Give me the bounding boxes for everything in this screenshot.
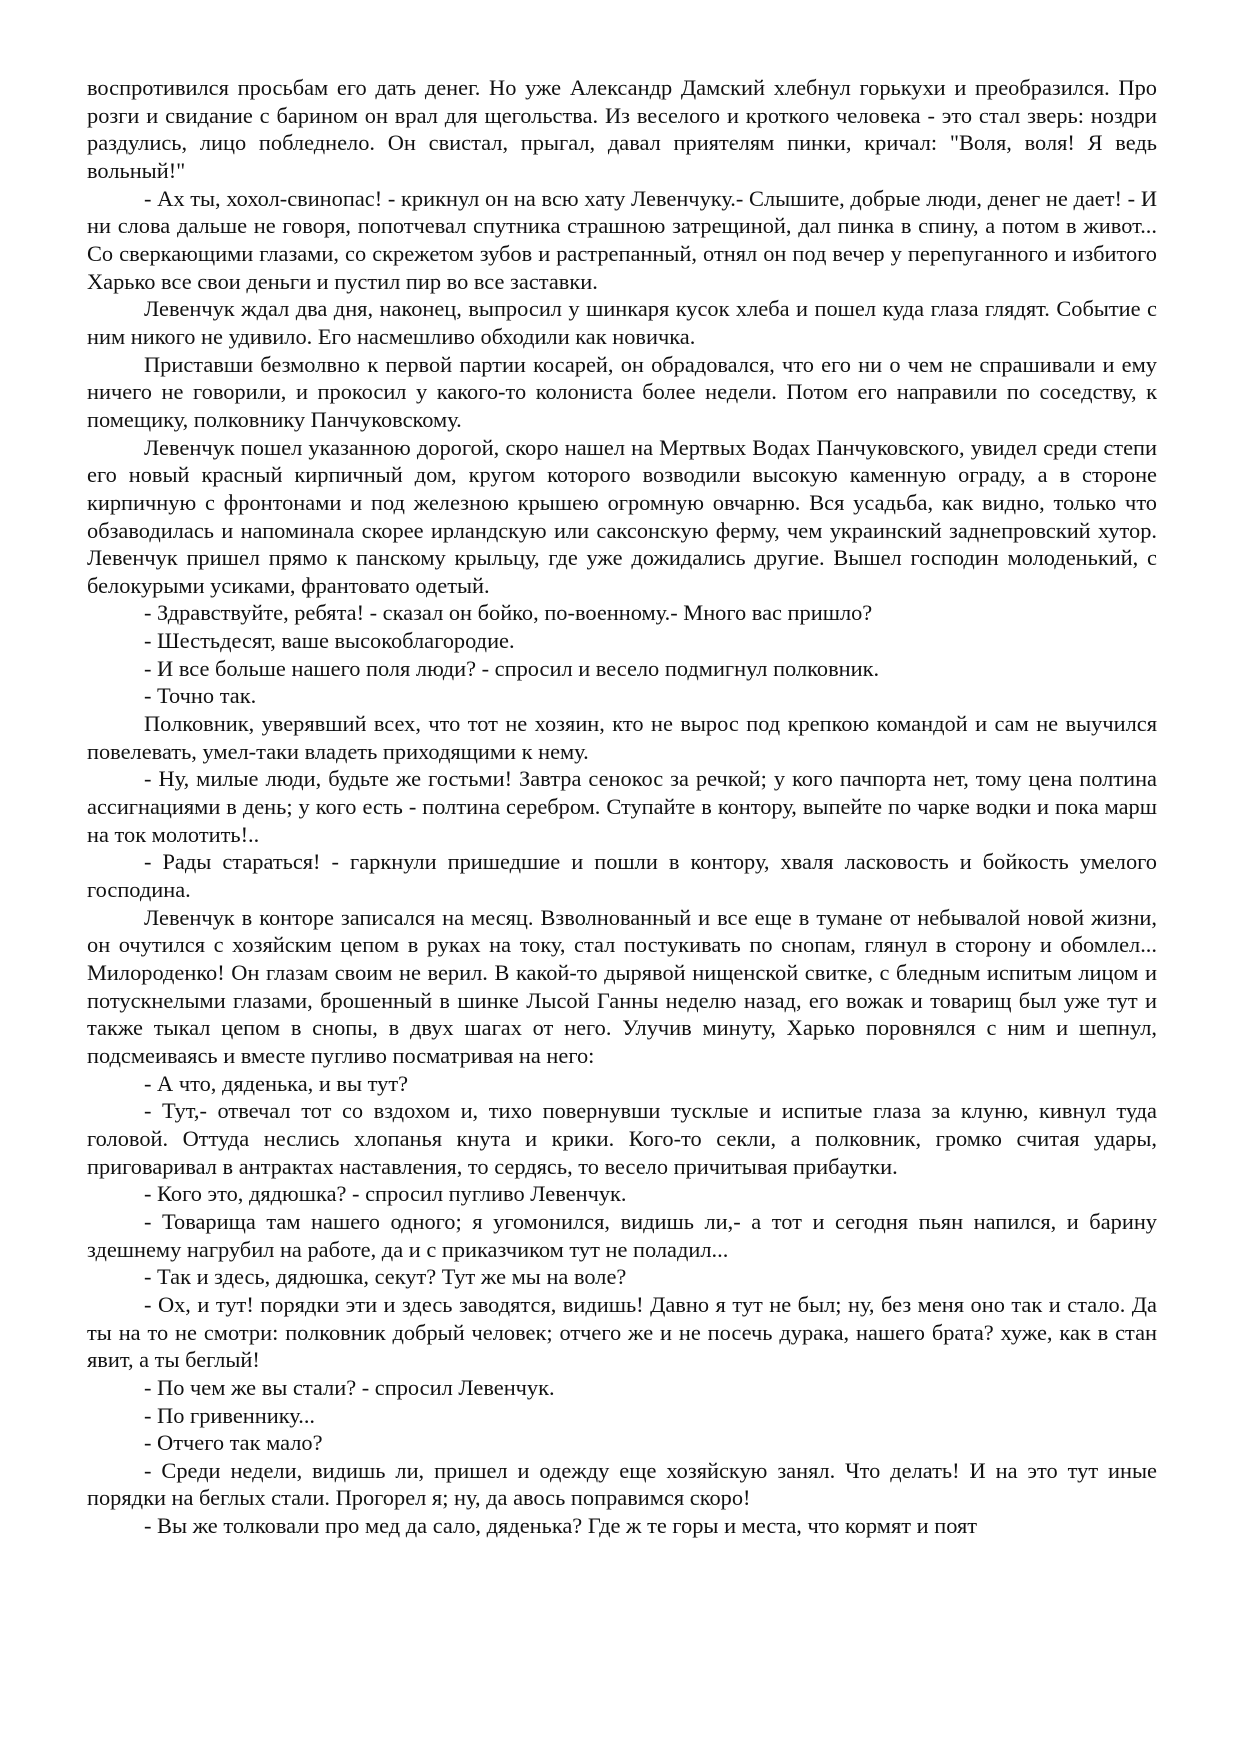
paragraph-23: - Среди недели, видишь ли, пришел и одежду еще хозяйскую занял. Что делать! И на это тут иные порядки на беглых стали. Прогорел я; ну, да авось поправимся скоро! — [87, 1457, 1157, 1511]
paragraph-12: - Рады стараться! - гаркнули пришедшие и пошли в контору, хваля ласковость и бойкость умелого господина. — [87, 849, 1157, 903]
paragraph-16: - Кого это, дядюшка? - спросил пугливо Левенчук. — [144, 1181, 627, 1207]
paragraph-20: - По чем же вы стали? - спросил Левенчук. — [144, 1374, 555, 1400]
paragraph-9: - Точно так. — [144, 683, 257, 709]
paragraph-21: - По гривеннику... — [144, 1402, 316, 1428]
paragraph-15: - Тут,- отвечал тот со вздохом и, тихо повернувши тусклые и испитые глаза за клуню, кивнул туда головой. Оттуда неслись хлопанья кнута и крики. Кого-то секли, а полковник, громко считая удары, приговаривал в антрактах наставления, то сердясь, то весело причитывая прибаутки. — [87, 1098, 1157, 1179]
paragraph-2: - Ах ты, хохол-свинопас! - крикнул он на всю хату Левенчуку.- Слышите, добрые люди, денег не дает! - И ни слова дальше не говоря, попотчевал спутника страшною затрещиной, дал пинка в спину, а потом в живот... Со сверкающими глазами, со скрежетом зубов и растрепанный, отнял он под вечер у перепуганного и избитого Харько все свои деньги и пустил пир во все заставки. — [87, 185, 1157, 294]
paragraph-22: - Отчего так мало? — [144, 1430, 323, 1456]
paragraph-24: - Вы же толковали про мед да сало, дяденька? Где ж те горы и места, что кормят и поят — [144, 1513, 978, 1539]
paragraph-10: Полковник, уверявший всех, что тот не хозяин, кто не вырос под крепкою командой и сам не выучился повелевать, умел-таки владеть приходящими к нему. — [87, 711, 1157, 764]
paragraph-14: - А что, дяденька, и вы тут? — [144, 1070, 409, 1096]
paragraph-7: - Шестьдесят, ваше высокоблагородие. — [144, 628, 515, 654]
paragraph-5: Левенчук пошел указанною дорогой, скоро нашел на Мертвых Водах Панчуковского, увидел среди степи его новый красный кирпичный дом, кругом которого возводили высокую каменную ограду, а в стороне кирпичную с фронтонами и под железною крышею огромную овчарню. Вся усадьба, как видно, только что обзаводилась и напоминала скорее ирландскую или саксонскую ферму, чем украинский заднепровский хутор. Левенчук пришел прямо к панскому крыльцу, где уже дожидались другие. Вышел господин молоденький, с белокурыми усиками, франтовато одетый. — [87, 434, 1157, 598]
paragraph-19: - Ох, и тут! порядки эти и здесь заводятся, видишь! Давно я тут не был; ну, без меня оно так и стало. Да ты на то не смотри: полковник добрый человек; отчего же и не посечь дурака, нашего брата? хуже, как в стан явит, а ты беглый! — [87, 1291, 1157, 1373]
paragraph-17: - Товарища там нашего одного; я угомонился, видишь ли,- а тот и сегодня пьян напился, и барину здешнему нагрубил на работе, да и с приказчиком тут не поладил... — [87, 1208, 1157, 1262]
paragraph-4: Приставши безмолвно к первой партии косарей, он обрадовался, что его ни о чем не спрашивали и ему ничего не говорили, и прокосил у какого-то колониста более недели. Потом его направили по соседству, к помещику, полковнику Панчуковскому. — [87, 351, 1157, 432]
paragraph-11: - Ну, милые люди, будьте же гостьми! Завтра сенокос за речкой; у кого пачпорта нет, тому цена полтина ассигнациями в день; у кого есть - полтина серебром. Ступайте в контору, выпейте по чарке водки и пока марш на ток молотить!.. — [87, 766, 1157, 847]
paragraph-8: - И все больше нашего поля люди? - спросил и весело подмигнул полковник. — [144, 655, 880, 681]
document-page — [87, 74, 1157, 1540]
paragraph-3: Левенчук ждал два дня, наконец, выпросил у шинкаря кусок хлеба и пошел куда глаза глядят. Событие с ним никого не удивило. Его насмешливо обходили как новичка. — [87, 296, 1157, 349]
paragraph-13: Левенчук в конторе записался на месяц. Взволнованный и все еще в тумане от небывалой новой жизни, он очутился с хозяйским цепом в руках на току, стал постукивать по снопам, глянул в сторону и обомлел... Милороденко! Он глазам своим не верил. В какой-то дырявой нищенской свитке, с бледным испитым лицом и потускнелыми глазами, брошенный в шинке Лысой Ганны неделю назад, его вожак и товарищ был уже тут и также тыкал цепом в снопы, в двух шагах от него. Улучив минуту, Харько поровнялся с ним и шепнул, подсмеиваясь и вместе пугливо посматривая на него: — [87, 904, 1157, 1068]
paragraph-1: воспротивился просьбам его дать денег. Но уже Александр Дамский хлебнул горькухи и преобразился. Про розги и свидание с барином он врал для щегольства. Из веселого и кроткого человека - это стал зверь: ноздри раздулись, лицо побледнело. Он свистал, прыгал, давал приятелям пинки, кричал: "Воля, воля! Я ведь вольный!" — [87, 75, 1157, 183]
paragraph-6: - Здравствуйте, ребята! - сказал он бойко, по-военному.- Много вас пришло? — [144, 600, 873, 626]
paragraph-18: - Так и здесь, дядюшка, секут? Тут же мы на воле? — [144, 1264, 627, 1290]
